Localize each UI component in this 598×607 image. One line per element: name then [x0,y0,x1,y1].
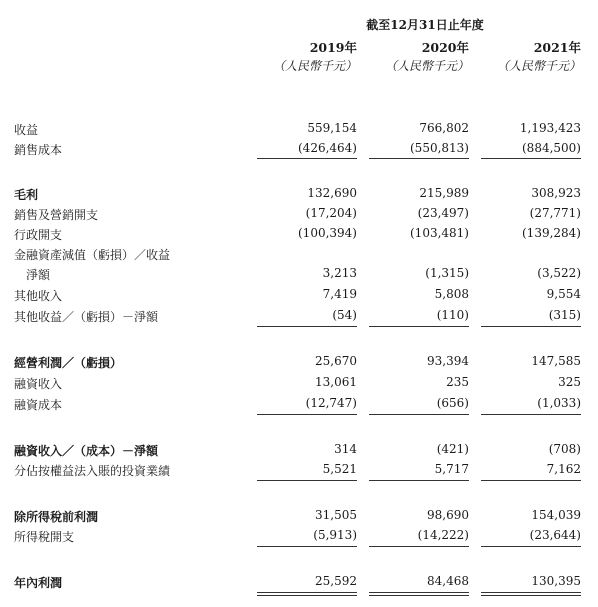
row-label-selling-expenses: 銷售及營銷開支 [14,208,99,222]
subtotal-rule [481,480,581,481]
year-header-2020: 2020年 [421,40,469,55]
row-value: 130,395 [531,574,581,588]
subtotal-rule [257,480,357,481]
row-label-operating-profit: 經營利潤／（虧損） [14,356,123,370]
unit-label-2020: （人民幣千元） [384,59,469,73]
subtotal-rule [257,158,357,159]
row-label-gross-profit: 毛利 [14,188,39,202]
row-label-profit-for-year: 年內利潤 [14,576,63,590]
row-label-income-tax: 所得稅開支 [14,530,75,544]
row-value: 13,061 [315,375,357,389]
row-value: 325 [558,375,581,389]
row-value: 84,468 [427,574,469,588]
row-value: 3,213 [322,266,357,280]
subtotal-rule [257,546,357,547]
row-value: (23,644) [529,528,581,542]
row-value: 215,989 [419,186,469,200]
row-label-finance-income: 融資收入 [14,377,63,391]
row-value: (27,771) [529,206,581,220]
row-value: (12,747) [305,396,357,410]
row-label-impairment: 金融資產減值（虧損）／收益 [14,248,171,262]
row-value: (17,204) [305,206,357,220]
subtotal-rule [369,414,469,415]
row-value: 25,592 [315,574,357,588]
unit-label-2019: （人民幣千元） [272,59,357,73]
row-value: 314 [334,442,357,456]
subtotal-rule [481,414,581,415]
subtotal-rule [369,158,469,159]
row-label-other-income: 其他收入 [14,289,63,303]
row-value: (1,033) [537,396,581,410]
row-value: 766,802 [419,121,469,135]
subtotal-rule [369,546,469,547]
row-value: 25,670 [315,354,357,368]
row-value: 308,923 [531,186,581,200]
row-value: (550,813) [410,141,469,155]
period-header: 截至12月31日止年度 [366,18,484,32]
row-label-profit-before-tax: 除所得稅前利潤 [14,510,99,524]
row-value: 7,162 [546,462,581,476]
row-value: 9,554 [546,287,581,301]
row-value: 5,808 [434,287,469,301]
row-value: (14,222) [417,528,469,542]
total-double-rule [257,592,357,596]
row-value: 147,585 [531,354,581,368]
row-value: 98,690 [427,508,469,522]
row-value: (426,464) [298,141,357,155]
row-label-impairment-net: 淨額 [26,268,51,282]
unit-label-2021: （人民幣千元） [496,59,581,73]
row-value: (23,497) [417,206,469,220]
row-value: 31,505 [315,508,357,522]
row-value: 5,521 [322,462,357,476]
subtotal-rule [257,326,357,327]
row-value: (5,913) [313,528,357,542]
row-label-finance-costs: 融資成本 [14,398,63,412]
row-value: (708) [548,442,581,456]
subtotal-rule [481,546,581,547]
row-label-revenue: 收益 [14,123,39,137]
row-value: 154,039 [531,508,581,522]
subtotal-rule [257,414,357,415]
subtotal-rule [481,326,581,327]
row-value: (54) [332,308,357,322]
subtotal-rule [369,480,469,481]
row-value: (656) [436,396,469,410]
row-label-finance-net: 融資收入／（成本）－淨額 [14,444,159,458]
row-value: (3,522) [537,266,581,280]
subtotal-rule [481,158,581,159]
row-label-share-of-results: 分佔按權益法入賬的投資業績 [14,464,171,478]
row-value: 7,419 [322,287,357,301]
row-value: (110) [436,308,469,322]
row-value: 93,394 [427,354,469,368]
year-header-2021: 2021年 [533,40,581,55]
row-value: (884,500) [522,141,581,155]
row-value: (1,315) [425,266,469,280]
row-value: 1,193,423 [519,121,581,135]
row-label-other-gains: 其他收益／（虧損）－淨額 [14,310,159,324]
row-value: 559,154 [307,121,357,135]
row-value: (100,394) [298,226,357,240]
row-value: (103,481) [410,226,469,240]
row-value: 235 [446,375,469,389]
row-value: (421) [436,442,469,456]
row-value: 5,717 [434,462,469,476]
subtotal-rule [369,326,469,327]
total-double-rule [481,592,581,596]
year-header-2019: 2019年 [309,40,357,55]
row-value: 132,690 [307,186,357,200]
total-double-rule [369,592,469,596]
row-label-admin-expenses: 行政開支 [14,228,63,242]
row-value: (139,284) [522,226,581,240]
row-value: (315) [548,308,581,322]
row-label-cost-of-sales: 銷售成本 [14,143,63,157]
